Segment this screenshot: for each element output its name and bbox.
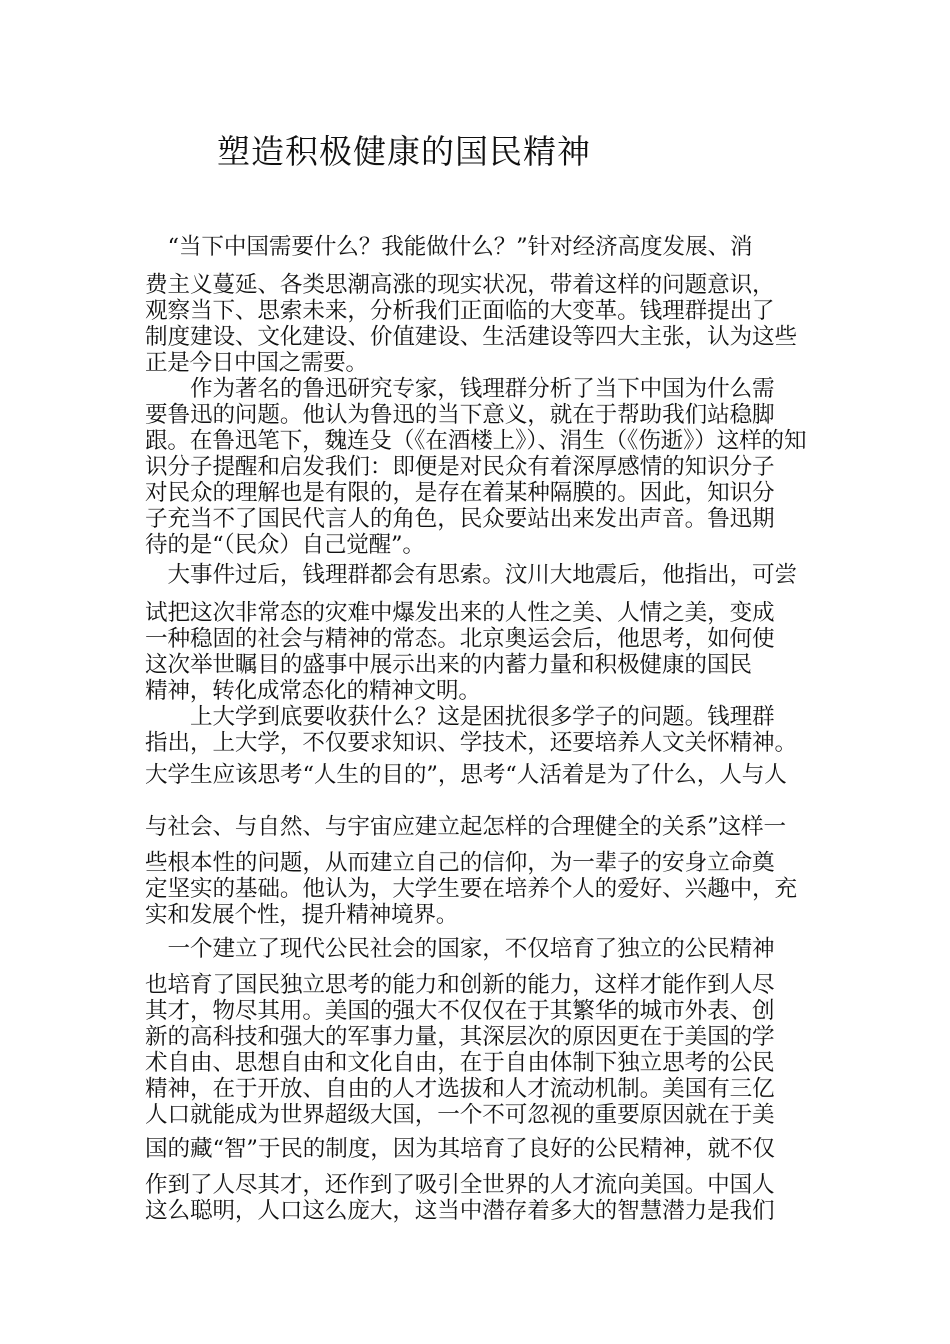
paragraph-line: 精神，转化成常态化的精神文明。 [145, 678, 481, 704]
paragraph-line: 与社会、与自然、与宇宙应建立起怎样的合理健全的关系”这样一 [145, 814, 786, 840]
paragraph-line: “当下中国需要什么？我能做什么？”针对经济高度发展、消 [145, 234, 753, 260]
paragraph-line: 这次举世瞩目的盛事中展示出来的内蓄力量和积极健康的国民 [145, 652, 752, 678]
paragraph-line: 精神，在于开放、自由的人才选拔和人才流动机制。美国有三亿 [145, 1076, 775, 1102]
paragraph-line: 指出，上大学，不仅要求知识、学技术，还要培养人文关怀精神。 [145, 730, 798, 756]
paragraph-line: 定坚实的基础。他认为，大学生要在培养个人的爱好、兴趣中，充 [145, 876, 798, 902]
paragraph-line: 一个建立了现代公民社会的国家，不仅培育了独立的公民精神 [145, 936, 775, 962]
paragraph-line: 制度建设、文化建设、价值建设、生活建设等四大主张，认为这些 [145, 324, 798, 350]
paragraph-line: 其才，物尽其用。美国的强大不仅仅在于其繁华的城市外表、创 [145, 998, 775, 1024]
page-title: 塑造积极健康的国民精神 [217, 132, 591, 171]
paragraph-line: 这么聪明，人口这么庞大，这当中潜存着多大的智慧潜力是我们 [145, 1198, 775, 1224]
paragraph-line: 新的高科技和强大的军事力量，其深层次的原因更在于美国的学 [145, 1024, 775, 1050]
paragraph-line: 人口就能成为世界超级大国，一个不可忽视的重要原因就在于美 [145, 1102, 775, 1128]
paragraph-line: 实和发展个性，提升精神境界。 [145, 902, 459, 928]
paragraph-line: 试把这次非常态的灾难中爆发出来的人性之美、人情之美，变成 [145, 600, 775, 626]
paragraph-line: 子充当不了国民代言人的角色，民众要站出来发出声音。鲁迅期 [145, 506, 775, 532]
paragraph-line: 大事件过后，钱理群都会有思索。汶川大地震后，他指出，可尝 [145, 562, 798, 588]
paragraph-line: 上大学到底要收获什么？这是困扰很多学子的问题。钱理群 [145, 704, 775, 730]
paragraph-line: 也培育了国民独立思考的能力和创新的能力，这样才能作到人尽 [145, 972, 775, 998]
paragraph-line: 大学生应该思考“人生的目的”，思考“人活着是为了什么，人与人 [145, 762, 787, 788]
paragraph-line: 作到了人尽其才，还作到了吸引全世界的人才流向美国。中国人 [145, 1172, 775, 1198]
paragraph-line: 识分子提醒和启发我们：即便是对民众有着深厚感情的知识分子 [145, 454, 775, 480]
paragraph-line: 对民众的理解也是有限的，是存在着某种隔膜的。因此，知识分 [145, 480, 775, 506]
paragraph-line: 正是今日中国之需要。 [145, 350, 368, 376]
paragraph-line: 术自由、思想自由和文化自由，在于自由体制下独立思考的公民 [145, 1050, 775, 1076]
paragraph-line: 些根本性的问题，从而建立自己的信仰，为一辈子的安身立命奠 [145, 850, 775, 876]
paragraph-line: 费主义蔓延、各类思潮高涨的现实状况，带着这样的问题意识， [145, 272, 775, 298]
paragraph-line: 国的藏“智”于民的制度，因为其培育了良好的公民精神，就不仅 [145, 1136, 775, 1162]
paragraph-line: 待的是“（民众）自己觉醒”。 [145, 532, 425, 558]
paragraph-line: 作为著名的鲁迅研究专家，钱理群分析了当下中国为什么需 [145, 376, 775, 402]
paragraph-line: 一种稳固的社会与精神的常态。北京奥运会后，他思考，如何使 [145, 626, 775, 652]
paragraph-line: 跟。在鲁迅笔下，魏连殳（《在酒楼上》）、涓生（《伤逝》）这样的知 [145, 428, 807, 454]
paragraph-line: 观察当下、思索未来，分析我们正面临的大变革。钱理群提出了 [145, 298, 775, 324]
paragraph-line: 要鲁迅的问题。他认为鲁迅的当下意义，就在于帮助我们站稳脚 [145, 402, 775, 428]
